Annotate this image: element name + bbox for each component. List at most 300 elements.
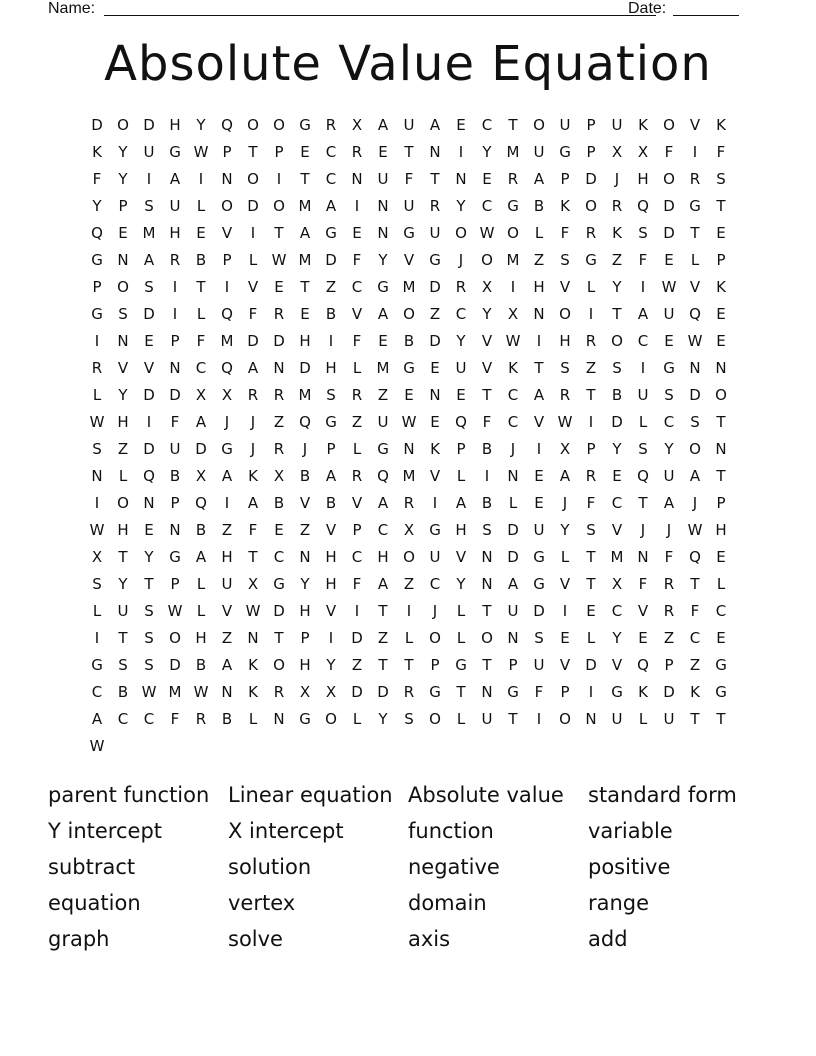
grid-letter[interactable]: E bbox=[638, 629, 648, 647]
grid-letter[interactable]: L bbox=[586, 278, 596, 296]
grid-letter[interactable]: S bbox=[534, 629, 544, 647]
grid-letter[interactable]: L bbox=[560, 548, 570, 566]
grid-letter[interactable]: P bbox=[586, 143, 596, 161]
grid-letter[interactable]: N bbox=[273, 359, 285, 377]
grid-letter[interactable]: V bbox=[559, 656, 571, 674]
grid-letter[interactable]: D bbox=[585, 656, 597, 674]
grid-letter[interactable]: D bbox=[273, 602, 285, 620]
grid-letter[interactable]: S bbox=[118, 656, 128, 674]
grid-letter[interactable]: D bbox=[663, 197, 675, 215]
grid-letter[interactable]: Z bbox=[689, 656, 701, 674]
grid-letter[interactable]: Z bbox=[533, 251, 545, 269]
grid-letter[interactable]: K bbox=[560, 197, 570, 215]
grid-letter[interactable]: E bbox=[144, 332, 154, 350]
grid-letter[interactable]: D bbox=[143, 386, 155, 404]
grid-letter[interactable]: R bbox=[273, 305, 285, 323]
grid-letter[interactable]: K bbox=[638, 683, 648, 701]
grid-letter[interactable]: F bbox=[196, 332, 206, 350]
grid-letter[interactable]: G bbox=[507, 683, 519, 701]
grid-letter[interactable]: Y bbox=[612, 629, 622, 647]
grid-letter[interactable]: X bbox=[273, 467, 285, 485]
grid-letter[interactable]: Z bbox=[221, 521, 233, 539]
grid-letter[interactable]: R bbox=[273, 440, 285, 458]
grid-letter[interactable]: X bbox=[611, 143, 623, 161]
grid-letter[interactable]: D bbox=[169, 656, 181, 674]
grid-letter[interactable]: V bbox=[455, 548, 467, 566]
grid-letter[interactable]: O bbox=[715, 386, 727, 404]
grid-letter[interactable]: T bbox=[690, 224, 700, 242]
name-line[interactable] bbox=[104, 15, 656, 16]
grid-letter[interactable]: V bbox=[481, 332, 493, 350]
grid-letter[interactable]: H bbox=[169, 224, 181, 242]
grid-letter[interactable]: O bbox=[689, 440, 701, 458]
grid-letter[interactable]: E bbox=[430, 413, 440, 431]
grid-letter[interactable]: G bbox=[611, 683, 623, 701]
grid-letter[interactable]: K bbox=[638, 116, 648, 134]
grid-letter[interactable]: Q bbox=[221, 359, 233, 377]
grid-letter[interactable]: S bbox=[664, 386, 674, 404]
grid-letter[interactable]: K bbox=[430, 440, 440, 458]
grid-letter[interactable]: O bbox=[429, 629, 441, 647]
grid-letter[interactable]: N bbox=[689, 359, 701, 377]
grid-letter[interactable]: S bbox=[482, 521, 492, 539]
grid-letter[interactable]: J bbox=[640, 521, 646, 539]
grid-letter[interactable]: L bbox=[456, 602, 466, 620]
grid-letter[interactable]: U bbox=[663, 710, 675, 728]
grid-letter[interactable]: Q bbox=[221, 305, 233, 323]
grid-letter[interactable]: Q bbox=[689, 548, 701, 566]
grid-letter[interactable]: O bbox=[325, 710, 337, 728]
grid-letter[interactable]: O bbox=[403, 305, 415, 323]
grid-letter[interactable]: H bbox=[637, 170, 649, 188]
grid-letter[interactable]: I bbox=[224, 494, 230, 512]
grid-letter[interactable]: E bbox=[482, 170, 492, 188]
grid-letter[interactable]: R bbox=[585, 332, 597, 350]
grid-letter[interactable]: C bbox=[91, 683, 103, 701]
grid-letter[interactable]: O bbox=[559, 305, 571, 323]
grid-letter[interactable]: A bbox=[663, 494, 675, 512]
grid-letter[interactable]: E bbox=[378, 332, 388, 350]
grid-letter[interactable]: S bbox=[144, 602, 154, 620]
grid-letter[interactable]: L bbox=[248, 251, 258, 269]
grid-letter[interactable]: U bbox=[169, 440, 181, 458]
grid-letter[interactable]: E bbox=[430, 359, 440, 377]
grid-letter[interactable]: O bbox=[559, 710, 571, 728]
grid-letter[interactable]: B bbox=[403, 332, 415, 350]
grid-letter[interactable]: Y bbox=[300, 575, 310, 593]
grid-letter[interactable]: T bbox=[248, 548, 258, 566]
grid-letter[interactable]: C bbox=[663, 413, 675, 431]
grid-letter[interactable]: G bbox=[403, 224, 415, 242]
grid-letter[interactable]: I bbox=[94, 494, 100, 512]
grid-letter[interactable]: I bbox=[640, 359, 646, 377]
grid-letter[interactable]: R bbox=[403, 494, 415, 512]
grid-letter[interactable]: B bbox=[481, 494, 493, 512]
grid-letter[interactable]: V bbox=[325, 602, 337, 620]
grid-letter[interactable]: C bbox=[481, 197, 493, 215]
grid-letter[interactable]: E bbox=[118, 224, 128, 242]
grid-letter[interactable]: G bbox=[221, 440, 233, 458]
grid-letter[interactable]: V bbox=[325, 521, 337, 539]
grid-letter[interactable]: H bbox=[533, 278, 545, 296]
grid-letter[interactable]: N bbox=[481, 683, 493, 701]
grid-letter[interactable]: F bbox=[690, 602, 700, 620]
grid-letter[interactable]: I bbox=[94, 629, 100, 647]
grid-letter[interactable]: A bbox=[195, 548, 207, 566]
grid-letter[interactable]: P bbox=[352, 521, 362, 539]
grid-letter[interactable]: S bbox=[144, 656, 154, 674]
grid-letter[interactable]: C bbox=[195, 359, 207, 377]
grid-letter[interactable]: C bbox=[273, 548, 285, 566]
grid-letter[interactable]: U bbox=[403, 197, 415, 215]
grid-letter[interactable]: Z bbox=[663, 629, 675, 647]
grid-letter[interactable]: T bbox=[300, 278, 310, 296]
grid-letter[interactable]: B bbox=[195, 251, 207, 269]
grid-letter[interactable]: W bbox=[89, 413, 105, 431]
grid-letter[interactable]: G bbox=[403, 359, 415, 377]
grid-letter[interactable]: J bbox=[692, 494, 698, 512]
grid-letter[interactable]: B bbox=[481, 440, 493, 458]
grid-letter[interactable]: E bbox=[716, 305, 726, 323]
grid-letter[interactable]: T bbox=[482, 386, 492, 404]
grid-letter[interactable]: Q bbox=[91, 224, 103, 242]
grid-letter[interactable]: A bbox=[143, 251, 155, 269]
grid-letter[interactable]: E bbox=[716, 629, 726, 647]
grid-letter[interactable]: T bbox=[716, 467, 726, 485]
grid-letter[interactable]: Y bbox=[560, 521, 570, 539]
grid-letter[interactable]: T bbox=[118, 548, 128, 566]
grid-letter[interactable]: L bbox=[456, 467, 466, 485]
grid-letter[interactable]: Z bbox=[429, 305, 441, 323]
grid-letter[interactable]: V bbox=[351, 494, 363, 512]
grid-letter[interactable]: J bbox=[458, 251, 464, 269]
grid-letter[interactable]: S bbox=[560, 359, 570, 377]
grid-letter[interactable]: N bbox=[273, 710, 285, 728]
grid-letter[interactable]: Z bbox=[351, 413, 363, 431]
grid-letter[interactable]: L bbox=[352, 440, 362, 458]
grid-letter[interactable]: T bbox=[586, 548, 596, 566]
grid-letter[interactable]: N bbox=[351, 170, 363, 188]
grid-letter[interactable]: E bbox=[716, 548, 726, 566]
grid-letter[interactable]: F bbox=[248, 521, 258, 539]
grid-letter[interactable]: F bbox=[560, 224, 570, 242]
grid-letter[interactable]: N bbox=[91, 467, 103, 485]
grid-letter[interactable]: U bbox=[611, 710, 623, 728]
grid-letter[interactable]: K bbox=[690, 683, 700, 701]
grid-letter[interactable]: A bbox=[325, 467, 337, 485]
grid-letter[interactable]: N bbox=[377, 224, 389, 242]
grid-letter[interactable]: T bbox=[456, 683, 466, 701]
grid-letter[interactable]: G bbox=[715, 656, 727, 674]
grid-letter[interactable]: O bbox=[455, 224, 467, 242]
grid-letter[interactable]: Z bbox=[221, 629, 233, 647]
grid-letter[interactable]: P bbox=[716, 494, 726, 512]
grid-letter[interactable]: U bbox=[663, 467, 675, 485]
grid-letter[interactable]: Q bbox=[637, 656, 649, 674]
grid-letter[interactable]: U bbox=[533, 656, 545, 674]
grid-letter[interactable]: R bbox=[169, 251, 181, 269]
grid-letter[interactable]: O bbox=[403, 548, 415, 566]
grid-letter[interactable]: A bbox=[247, 359, 259, 377]
grid-letter[interactable]: Z bbox=[403, 575, 415, 593]
grid-letter[interactable]: P bbox=[222, 251, 232, 269]
grid-letter[interactable]: H bbox=[169, 116, 181, 134]
grid-letter[interactable]: X bbox=[481, 278, 493, 296]
grid-letter[interactable]: I bbox=[354, 197, 360, 215]
grid-letter[interactable]: X bbox=[637, 143, 649, 161]
grid-letter[interactable]: E bbox=[664, 332, 674, 350]
grid-letter[interactable]: I bbox=[172, 278, 178, 296]
grid-letter[interactable]: P bbox=[508, 656, 518, 674]
grid-letter[interactable]: O bbox=[429, 710, 441, 728]
grid-letter[interactable]: I bbox=[562, 602, 568, 620]
grid-letter[interactable]: T bbox=[716, 197, 726, 215]
grid-letter[interactable]: S bbox=[144, 278, 154, 296]
grid-letter[interactable]: Y bbox=[456, 575, 466, 593]
grid-letter[interactable]: A bbox=[195, 413, 207, 431]
grid-letter[interactable]: T bbox=[690, 710, 700, 728]
grid-letter[interactable]: P bbox=[222, 143, 232, 161]
grid-letter[interactable]: V bbox=[221, 602, 233, 620]
grid-letter[interactable]: G bbox=[429, 521, 441, 539]
grid-letter[interactable]: P bbox=[456, 440, 466, 458]
grid-letter[interactable]: T bbox=[196, 278, 206, 296]
grid-letter[interactable]: X bbox=[195, 386, 207, 404]
grid-letter[interactable]: O bbox=[117, 116, 129, 134]
grid-letter[interactable]: O bbox=[273, 116, 285, 134]
grid-letter[interactable]: G bbox=[91, 305, 103, 323]
grid-letter[interactable]: Y bbox=[118, 575, 128, 593]
grid-letter[interactable]: J bbox=[666, 521, 672, 539]
grid-letter[interactable]: C bbox=[689, 629, 701, 647]
grid-letter[interactable]: I bbox=[172, 305, 178, 323]
grid-letter[interactable]: V bbox=[429, 467, 441, 485]
grid-letter[interactable]: G bbox=[273, 575, 285, 593]
grid-letter[interactable]: F bbox=[170, 710, 180, 728]
grid-letter[interactable]: H bbox=[299, 332, 311, 350]
grid-letter[interactable]: T bbox=[118, 629, 128, 647]
grid-letter[interactable]: O bbox=[117, 278, 129, 296]
grid-letter[interactable]: F bbox=[404, 170, 414, 188]
grid-letter[interactable]: K bbox=[248, 467, 258, 485]
grid-letter[interactable]: I bbox=[484, 467, 490, 485]
grid-letter[interactable]: M bbox=[610, 548, 624, 566]
grid-letter[interactable]: A bbox=[377, 305, 389, 323]
grid-letter[interactable]: V bbox=[247, 278, 259, 296]
grid-letter[interactable]: P bbox=[118, 197, 128, 215]
grid-letter[interactable]: K bbox=[612, 224, 622, 242]
grid-letter[interactable]: N bbox=[221, 683, 233, 701]
grid-letter[interactable]: J bbox=[250, 440, 256, 458]
grid-letter[interactable]: R bbox=[585, 467, 597, 485]
grid-letter[interactable]: R bbox=[585, 224, 597, 242]
grid-letter[interactable]: T bbox=[404, 656, 414, 674]
grid-letter[interactable]: Q bbox=[299, 413, 311, 431]
grid-letter[interactable]: I bbox=[536, 710, 542, 728]
grid-letter[interactable]: C bbox=[507, 386, 519, 404]
grid-letter[interactable]: T bbox=[378, 602, 388, 620]
grid-letter[interactable]: C bbox=[611, 494, 623, 512]
grid-letter[interactable]: E bbox=[144, 521, 154, 539]
grid-letter[interactable]: X bbox=[351, 116, 363, 134]
grid-letter[interactable]: X bbox=[247, 575, 259, 593]
grid-letter[interactable]: E bbox=[586, 602, 596, 620]
grid-letter[interactable]: I bbox=[640, 278, 646, 296]
grid-letter[interactable]: L bbox=[586, 629, 596, 647]
grid-letter[interactable]: R bbox=[611, 197, 623, 215]
grid-letter[interactable]: F bbox=[482, 413, 492, 431]
grid-letter[interactable]: N bbox=[455, 170, 467, 188]
grid-letter[interactable]: G bbox=[455, 656, 467, 674]
grid-letter[interactable]: Z bbox=[377, 386, 389, 404]
grid-letter[interactable]: U bbox=[377, 170, 389, 188]
grid-letter[interactable]: A bbox=[299, 224, 311, 242]
grid-letter[interactable]: F bbox=[92, 170, 102, 188]
grid-letter[interactable]: P bbox=[586, 440, 596, 458]
grid-letter[interactable]: W bbox=[687, 332, 703, 350]
grid-letter[interactable]: N bbox=[507, 629, 519, 647]
grid-letter[interactable]: D bbox=[585, 170, 597, 188]
grid-letter[interactable]: D bbox=[507, 521, 519, 539]
grid-letter[interactable]: D bbox=[377, 683, 389, 701]
grid-letter[interactable]: C bbox=[351, 278, 363, 296]
grid-letter[interactable]: G bbox=[689, 197, 701, 215]
grid-letter[interactable]: W bbox=[141, 683, 157, 701]
grid-letter[interactable]: N bbox=[637, 548, 649, 566]
grid-letter[interactable]: N bbox=[247, 629, 259, 647]
grid-letter[interactable]: G bbox=[91, 251, 103, 269]
grid-letter[interactable]: G bbox=[533, 575, 545, 593]
grid-letter[interactable]: Y bbox=[118, 170, 128, 188]
grid-letter[interactable]: L bbox=[248, 710, 258, 728]
grid-letter[interactable]: P bbox=[716, 251, 726, 269]
grid-letter[interactable]: T bbox=[274, 629, 284, 647]
grid-letter[interactable]: U bbox=[611, 116, 623, 134]
grid-letter[interactable]: C bbox=[377, 521, 389, 539]
grid-letter[interactable]: O bbox=[273, 197, 285, 215]
grid-letter[interactable]: M bbox=[506, 251, 520, 269]
grid-letter[interactable]: Y bbox=[118, 143, 128, 161]
grid-letter[interactable]: R bbox=[455, 278, 467, 296]
grid-letter[interactable]: R bbox=[325, 116, 337, 134]
grid-letter[interactable]: U bbox=[507, 602, 519, 620]
grid-letter[interactable]: N bbox=[143, 494, 155, 512]
grid-letter[interactable]: U bbox=[663, 305, 675, 323]
grid-letter[interactable]: Q bbox=[195, 494, 207, 512]
grid-letter[interactable]: Y bbox=[378, 251, 388, 269]
grid-letter[interactable]: N bbox=[715, 359, 727, 377]
grid-letter[interactable]: X bbox=[299, 683, 311, 701]
grid-letter[interactable]: P bbox=[430, 656, 440, 674]
grid-letter[interactable]: H bbox=[377, 548, 389, 566]
grid-letter[interactable]: U bbox=[481, 710, 493, 728]
grid-letter[interactable]: O bbox=[247, 116, 259, 134]
grid-letter[interactable]: E bbox=[612, 467, 622, 485]
grid-letter[interactable]: Y bbox=[456, 197, 466, 215]
grid-letter[interactable]: T bbox=[248, 143, 258, 161]
grid-letter[interactable]: V bbox=[637, 602, 649, 620]
grid-letter[interactable]: V bbox=[689, 278, 701, 296]
grid-letter[interactable]: L bbox=[534, 224, 544, 242]
grid-letter[interactable]: P bbox=[300, 629, 310, 647]
grid-letter[interactable]: J bbox=[224, 413, 230, 431]
grid-letter[interactable]: G bbox=[325, 224, 337, 242]
grid-letter[interactable]: Z bbox=[117, 440, 129, 458]
grid-letter[interactable]: Q bbox=[143, 467, 155, 485]
grid-letter[interactable]: F bbox=[352, 251, 362, 269]
grid-letter[interactable]: S bbox=[586, 521, 596, 539]
grid-letter[interactable]: F bbox=[534, 683, 544, 701]
grid-letter[interactable]: G bbox=[377, 440, 389, 458]
grid-letter[interactable]: I bbox=[692, 143, 698, 161]
grid-letter[interactable]: E bbox=[352, 224, 362, 242]
grid-letter[interactable]: L bbox=[92, 602, 102, 620]
grid-letter[interactable]: K bbox=[248, 683, 258, 701]
grid-letter[interactable]: F bbox=[664, 143, 674, 161]
grid-letter[interactable]: A bbox=[429, 116, 441, 134]
grid-letter[interactable]: U bbox=[117, 602, 129, 620]
grid-letter[interactable]: T bbox=[716, 413, 726, 431]
grid-letter[interactable]: G bbox=[663, 359, 675, 377]
grid-letter[interactable]: C bbox=[325, 143, 337, 161]
grid-letter[interactable]: O bbox=[481, 251, 493, 269]
grid-letter[interactable]: R bbox=[273, 386, 285, 404]
grid-letter[interactable]: U bbox=[455, 359, 467, 377]
grid-letter[interactable]: F bbox=[352, 575, 362, 593]
grid-letter[interactable]: A bbox=[559, 467, 571, 485]
grid-letter[interactable]: T bbox=[378, 656, 388, 674]
grid-letter[interactable]: C bbox=[611, 602, 623, 620]
grid-letter[interactable]: J bbox=[250, 413, 256, 431]
grid-letter[interactable]: E bbox=[456, 386, 466, 404]
grid-letter[interactable]: F bbox=[638, 251, 648, 269]
grid-letter[interactable]: P bbox=[274, 143, 284, 161]
grid-letter[interactable]: E bbox=[534, 494, 544, 512]
grid-letter[interactable]: G bbox=[377, 278, 389, 296]
grid-letter[interactable]: I bbox=[224, 278, 230, 296]
grid-letter[interactable]: I bbox=[328, 629, 334, 647]
grid-letter[interactable]: U bbox=[403, 116, 415, 134]
grid-letter[interactable]: G bbox=[169, 548, 181, 566]
grid-letter[interactable]: T bbox=[586, 575, 596, 593]
grid-letter[interactable]: H bbox=[325, 359, 337, 377]
grid-letter[interactable]: A bbox=[325, 197, 337, 215]
grid-letter[interactable]: D bbox=[611, 413, 623, 431]
grid-letter[interactable]: R bbox=[403, 683, 415, 701]
grid-letter[interactable]: L bbox=[196, 197, 206, 215]
grid-letter[interactable]: Y bbox=[482, 143, 492, 161]
grid-letter[interactable]: V bbox=[559, 575, 571, 593]
grid-letter[interactable]: A bbox=[533, 170, 545, 188]
grid-letter[interactable]: V bbox=[481, 359, 493, 377]
grid-letter[interactable]: D bbox=[195, 440, 207, 458]
grid-letter[interactable]: N bbox=[117, 332, 129, 350]
grid-letter[interactable]: A bbox=[91, 710, 103, 728]
grid-letter[interactable]: E bbox=[456, 116, 466, 134]
grid-letter[interactable]: V bbox=[299, 494, 311, 512]
grid-letter[interactable]: S bbox=[118, 305, 128, 323]
grid-letter[interactable]: S bbox=[144, 197, 154, 215]
grid-letter[interactable]: O bbox=[273, 656, 285, 674]
grid-letter[interactable]: X bbox=[325, 683, 337, 701]
grid-letter[interactable]: G bbox=[507, 197, 519, 215]
grid-letter[interactable]: V bbox=[533, 413, 545, 431]
grid-letter[interactable]: Z bbox=[273, 413, 285, 431]
grid-letter[interactable]: G bbox=[91, 656, 103, 674]
grid-letter[interactable]: O bbox=[533, 116, 545, 134]
grid-letter[interactable]: G bbox=[429, 683, 441, 701]
grid-letter[interactable]: N bbox=[585, 710, 597, 728]
